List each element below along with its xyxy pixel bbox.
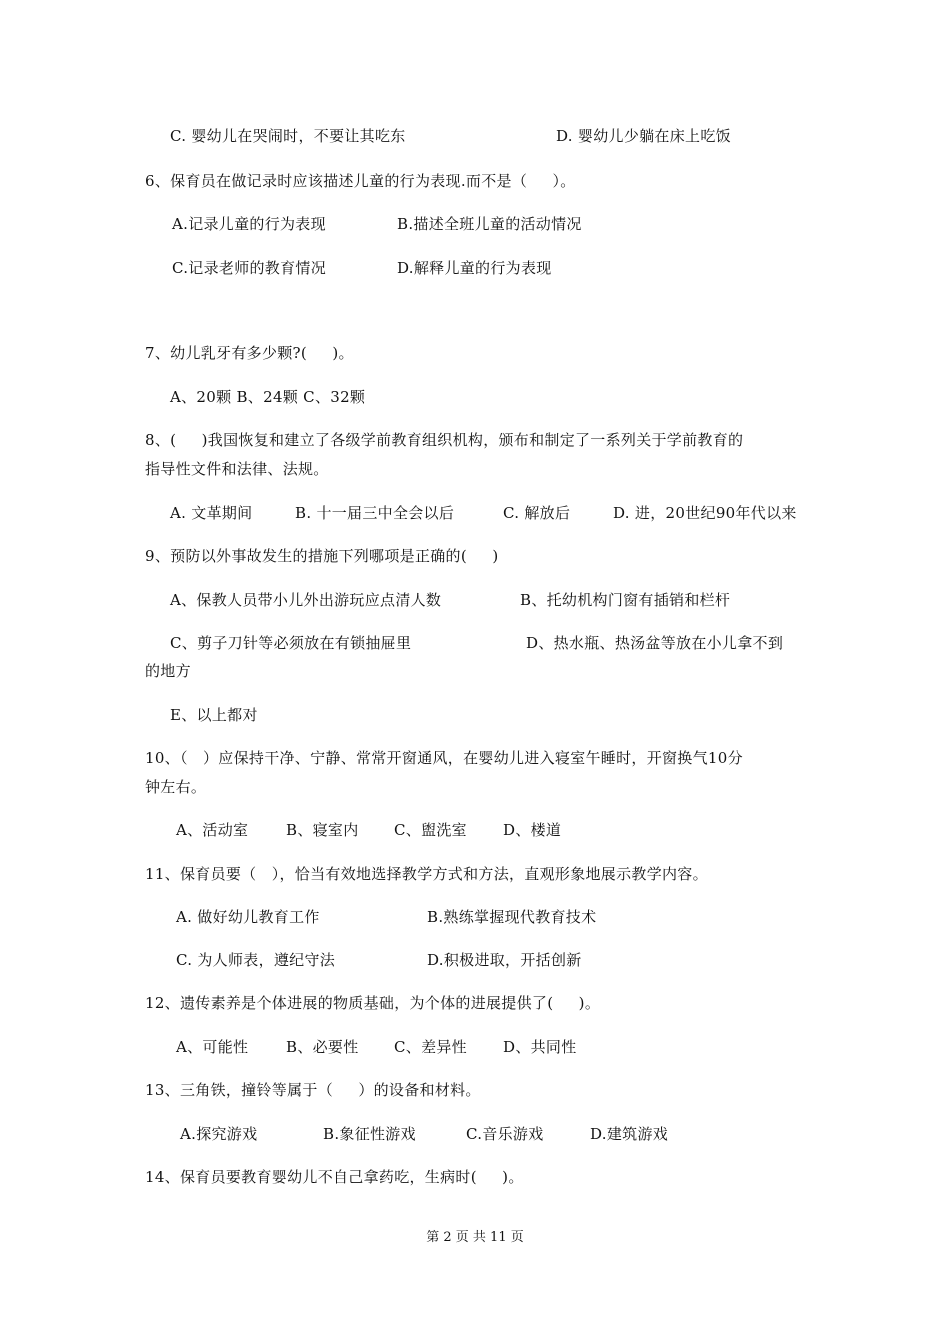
- q8-option-a: A. 文革期间: [170, 504, 253, 522]
- q6-option-d: D.解释儿童的行为表现: [397, 259, 552, 277]
- q9-option-d-line2: 的地方: [145, 662, 191, 680]
- question-12-stem: 12、遗传素养是个体进展的物质基础，为个体的进展提供了( )。: [145, 994, 601, 1012]
- question-6-stem: 6、保育员在做记录时应该描述儿童的行为表现.而不是（ ）。: [145, 172, 576, 190]
- page-number-footer: 第 2 页 共 11 页: [426, 1230, 524, 1245]
- q6-option-b: B.描述全班儿童的活动情况: [397, 215, 582, 233]
- prev-option-c: C. 婴幼儿在哭闹时，不要让其吃东: [170, 127, 406, 145]
- question-13-stem: 13、三角铁，撞铃等属于（ ）的设备和材料。: [145, 1081, 481, 1099]
- q11-option-c: C. 为人师表，遵纪守法: [176, 951, 336, 969]
- question-9-stem: 9、预防以外事故发生的措施下列哪项是正确的( ): [145, 547, 499, 565]
- question-8-stem-line1: 8、( )我国恢复和建立了各级学前教育组织机构，颁布和制定了一系列关于学前教育的: [145, 431, 744, 449]
- q11-option-b: B.熟练掌握现代教育技术: [427, 908, 597, 926]
- q6-option-c: C.记录老师的教育情况: [172, 259, 327, 277]
- q12-option-d: D、共同性: [503, 1038, 577, 1056]
- q10-option-b: B、寝室内: [286, 821, 359, 839]
- q11-option-a: A. 做好幼儿教育工作: [176, 908, 320, 926]
- q9-option-c: C、剪子刀针等必须放在有锁抽屉里: [170, 634, 412, 652]
- q13-option-d: D.建筑游戏: [590, 1125, 669, 1143]
- q9-option-e: E、以上都对: [170, 706, 258, 724]
- q10-option-a: A、活动室: [176, 821, 249, 839]
- question-11-stem: 11、保育员要（ ），恰当有效地选择教学方式和方法，直观形象地展示教学内容。: [145, 865, 708, 883]
- q9-option-b: B、托幼机构门窗有插销和栏杆: [520, 591, 731, 609]
- question-10-stem-line1: 10、（ ）应保持干净、宁静、常常开窗通风，在婴幼儿进入寝室午睡时，开窗换气10分: [145, 749, 743, 767]
- question-8-stem-line2: 指导性文件和法律、法规。: [145, 460, 329, 478]
- q8-option-c: C. 解放后: [503, 504, 571, 522]
- q8-option-b: B. 十一届三中全会以后: [295, 504, 455, 522]
- q10-option-c: C、盥洗室: [394, 821, 467, 839]
- question-14-stem: 14、保育员要教育婴幼儿不自己拿药吃，生病时( )。: [145, 1168, 524, 1186]
- q10-option-d: D、楼道: [503, 821, 562, 839]
- q7-options: A、20颗 B、24颗 C、32颗: [170, 388, 366, 406]
- q9-option-a: A、保教人员带小儿外出游玩应点清人数: [170, 591, 442, 609]
- q12-option-a: A、可能性: [176, 1038, 249, 1056]
- question-7-stem: 7、幼儿乳牙有多少颗?( )。: [145, 344, 354, 362]
- q13-option-c: C.音乐游戏: [466, 1125, 544, 1143]
- prev-option-d: D. 婴幼儿少躺在床上吃饭: [556, 127, 731, 145]
- q8-option-d: D. 进，20世纪90年代以来: [613, 504, 797, 522]
- q12-option-b: B、必要性: [286, 1038, 359, 1056]
- q9-option-d-line1: D、热水瓶、热汤盆等放在小儿拿不到: [526, 634, 784, 652]
- q13-option-a: A.探究游戏: [180, 1125, 258, 1143]
- question-10-stem-line2: 钟左右。: [145, 778, 207, 796]
- q12-option-c: C、差异性: [394, 1038, 467, 1056]
- q11-option-d: D.积极进取，开括创新: [427, 951, 582, 969]
- q6-option-a: A.记录儿童的行为表现: [172, 215, 326, 233]
- q13-option-b: B.象征性游戏: [323, 1125, 416, 1143]
